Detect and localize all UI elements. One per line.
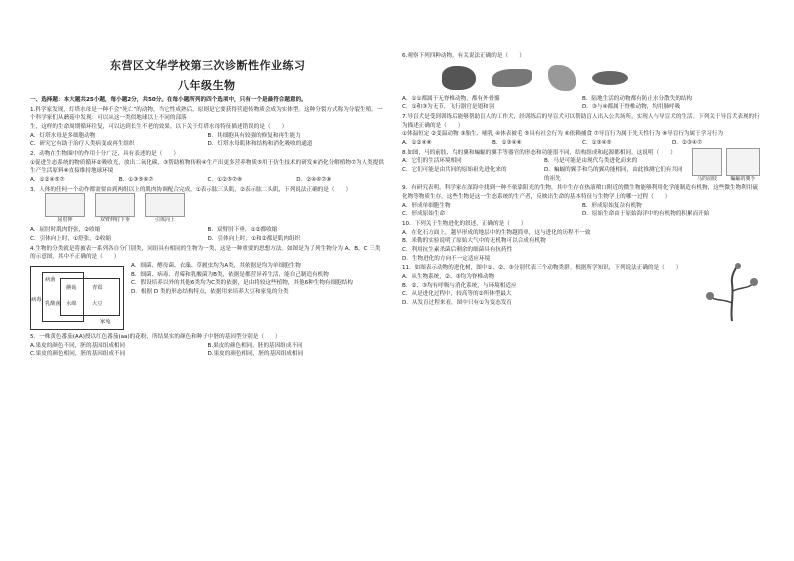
mouse-figure bbox=[442, 66, 476, 90]
question-4-options bbox=[131, 262, 353, 332]
option[interactable]: D．灯塔水母肌体和结构和消化吸收的通道 bbox=[207, 141, 313, 148]
right-column bbox=[402, 52, 762, 323]
question-6-stem: 6.观察下列四种动物，有关说法正确的是（ ） bbox=[402, 53, 525, 59]
option[interactable]: D．生物进化的方向不一定适应环境 bbox=[402, 255, 491, 262]
option[interactable]: C．引体向上时，①舒张，②收缩 bbox=[30, 235, 112, 242]
pullup-figure bbox=[145, 193, 185, 217]
option[interactable]: A．在化石方面上，越早形成的地层中的生物越简单，这与进化的历程不一致 bbox=[402, 229, 591, 236]
question-1-options bbox=[30, 132, 385, 149]
diagram-label: 水绵 bbox=[66, 300, 77, 307]
option[interactable]: B．形成原始复杂有机物 bbox=[582, 202, 642, 209]
option[interactable]: C．假设培养以外的其他6类均为C类的依据，是由将较这些植物，其他6种生物有细胞结构 bbox=[131, 280, 353, 287]
question-3-options bbox=[30, 226, 385, 243]
question-2-options bbox=[30, 176, 385, 185]
option[interactable]: A.果皮的颜色不同，胚的基因组成相同 bbox=[30, 342, 126, 349]
figure-caption: 马的前肢 bbox=[696, 175, 717, 182]
figure-caption: 屈肘伸 bbox=[57, 217, 73, 224]
arm-figure-2 bbox=[95, 193, 135, 217]
classification-diagram bbox=[30, 262, 125, 332]
figure-caption: 蝙蝠的翼手 bbox=[730, 175, 756, 182]
question-7-items: ①体温恒定 ②变温动物 ③胎生、哺乳 ④体表被毛 ⑤具有社会行为 ⑥依赖捕食 ⑦导盲行为属于先天性行为 ⑧导盲行为属于学习行为 bbox=[402, 131, 724, 138]
question-8-stem: 8.如图，马的前肢、鸟的翼和蝙蝠的翼手等器官的形态和功能很不同，结构组成和起源都相同，这说明（ ） bbox=[402, 149, 676, 156]
arm-figure-1 bbox=[45, 193, 85, 217]
diagram-label: 蘑菇 bbox=[66, 284, 77, 291]
question-4-stem: 4.生物的分类就是将被表一系列各自分门别类，同组具有相同的生物为一类，这是一种重要的思想方法。如图是为了列生物分为 A、B、C 三类的示意图，其中不正确的是（ ） bbox=[30, 245, 381, 261]
question-9-options bbox=[402, 202, 762, 219]
question-7-stem: 7.导盲犬是受到训练后能够帮助盲人的工作犬，经训练后的导盲犬可以帮助盲人出入公共场所，实现人与导盲犬的生活。下列关于导盲犬表现的行为描述正确的是（ ） bbox=[402, 113, 760, 129]
question-6-figures bbox=[442, 61, 762, 95]
diagram-label: 病菌 bbox=[45, 276, 56, 283]
question-1-stem: 1.科学家发现，灯塔水母是一种不会“死亡”的动物，当它性成熟后，原则是它要获得营遗传物质会成为实体型。这种分裂方式称为分裂生殖。一个科学家们从蘑菇中发现：可以从这一类似地球以上不同的部落 bbox=[30, 106, 383, 122]
option[interactable]: C．形成原始生命 bbox=[402, 211, 446, 218]
option[interactable]: D．引体向上时，①和②都是肌肉组织 bbox=[207, 235, 301, 242]
evolution-tree-figure bbox=[702, 263, 762, 323]
option[interactable]: A．①②④⑧ bbox=[402, 139, 432, 146]
option[interactable]: D．②③④⑦ bbox=[672, 139, 702, 146]
option[interactable]: C.果皮的颜色相同，胚的基因组成不同 bbox=[30, 351, 126, 358]
question-5-stem: 5．一株黄色番茄(AA)授以红色番茄(aa)的花粉，所结果实的颜色和种子中胚的基因型分别是（ ） bbox=[30, 333, 281, 340]
question-10-stem: 10．下列关于生物进化的叙述，正确的是（ ） bbox=[402, 220, 527, 227]
figure-caption: 双臂伸肘下垂 bbox=[99, 217, 130, 224]
option[interactable]: A．细菌、酵母菌、衣藻、草履虫均为A类，其依据是均为单细胞生物 bbox=[131, 262, 301, 269]
option[interactable]: D．从发育过程来看，图中只有①为变态发育 bbox=[402, 299, 513, 306]
diagram-label: 青霉 bbox=[92, 284, 103, 291]
option[interactable]: B．双臂肘下垂，①②都收缩 bbox=[207, 227, 278, 234]
exam-title: 东营区文华学校第三次诊断性作业练习 bbox=[110, 59, 306, 72]
diagram-label: 乳酸菌 bbox=[45, 300, 61, 307]
diagram-label: 家兔 bbox=[100, 318, 111, 325]
option[interactable]: B．细菌、病毒、青霉和乳酸菌为B类，依据是都营异养生活，能自己制造有机物 bbox=[131, 271, 329, 278]
question-2-items: ①促进生态系统的物质循环②吸收光，放出二氧化碳，③帮助植物传粉④生产出更多营养物质⑤用于仿生技术的研发⑥消化分解植物⑦为人类提供生产生活原料⑧直接维持地球环境 bbox=[30, 159, 384, 175]
option[interactable]: B．陆地生活的动物都有防止水分散失的结构 bbox=[582, 95, 693, 102]
option[interactable]: C．研究它有助于治疗人类病变或再生组织 bbox=[30, 141, 135, 148]
question-8-block bbox=[402, 148, 762, 184]
bird-figure bbox=[548, 65, 576, 91]
question-3-stem: 3．人体的任何一个动作都需要由到两组以上的肌肉协调配合完成。①表示肱三头肌，②表示肱二头肌，下列说法正确的是（ ） bbox=[30, 186, 352, 193]
option[interactable]: C．利用抗生素杀菌后剩余的细菌具有抗药性 bbox=[402, 246, 513, 253]
diagram-label: 大豆 bbox=[92, 300, 103, 307]
question-2-stem: 2．动物在生物圈中的作用十分广泛，具有表述的是（ ） bbox=[30, 150, 179, 157]
grasshopper-figure bbox=[492, 69, 532, 87]
option[interactable]: D．②④⑥⑦⑧ bbox=[296, 176, 332, 183]
exam-subtitle: 八年级生物 bbox=[178, 79, 236, 92]
option[interactable]: D．③与④都属于脊椎动物，均用肺呼吸 bbox=[582, 104, 681, 111]
question-5-options bbox=[30, 342, 385, 359]
option[interactable]: B．②、③均有呼吸与消化系统，与环境相适应 bbox=[402, 282, 517, 289]
question-4-body bbox=[30, 262, 385, 332]
diagram-label: 病毒 bbox=[31, 296, 42, 303]
option[interactable]: B．米勒的实验说明了原始大气中的无机物可以合成有机物 bbox=[402, 238, 546, 245]
option[interactable]: D.果皮的颜色相同，胚的基因组成相同 bbox=[207, 351, 304, 358]
option[interactable]: A．从生物系统，②、③均为脊椎动物 bbox=[402, 273, 495, 280]
option[interactable]: B．其细胞具有较强的修复和再生能力 bbox=[207, 132, 301, 139]
option[interactable]: A．①①都属于无脊椎动物，都有外骨骼 bbox=[402, 95, 500, 102]
option[interactable]: A．灯塔水母是多细胞动物 bbox=[30, 132, 96, 139]
question-9-stem: 9．有研究表明，科学家在深海中找到一种不依靠阳光的生物，其中生存在热液喷口附近的微生物能够利用化学能制造有机物，这些微生物利用硫化物等物质生存，这些生物是这一生态系统的生产者，反映出生命的基本特征与生物学上的哪一过程（ ） bbox=[402, 185, 758, 200]
question-8-options bbox=[402, 157, 686, 183]
option[interactable]: A．它们的生活环境相同 bbox=[402, 158, 462, 165]
option[interactable]: C．①③④⑤ bbox=[582, 139, 612, 146]
shrimp-figure bbox=[592, 71, 628, 85]
option[interactable]: A．屈肘时肌肉舒张，②收缩 bbox=[30, 227, 101, 234]
question-7-options bbox=[402, 139, 762, 148]
option[interactable]: D．蝙蝠的翼手和鸟的翼功能相同，由此推测它们有共同的祖先 bbox=[544, 166, 683, 182]
question-11-stem: 11．如图表示动物的进化树，图中①、②、③分别代表三个动物类群。根据所学知识，下列说法正确的是（ ） bbox=[402, 265, 682, 272]
option[interactable]: C．它们可能是由共同的原始祖先进化来的 bbox=[402, 166, 507, 173]
question-8-figures bbox=[692, 148, 762, 184]
option[interactable]: B．①③④⑧ bbox=[492, 139, 522, 146]
option[interactable]: A．形成单细胞生物 bbox=[402, 202, 451, 209]
option[interactable]: C．从是进化过程中，较高等的②所体型最大 bbox=[402, 291, 512, 298]
question-1-stem-cont: 生，这样的生命周期循环往复，可以达到长生不老的效果。以下关于灯塔水母特征描述错误的是（ ） bbox=[30, 123, 288, 130]
option[interactable]: D．根据 D 类的形态结构特点，依据用来培养大豆和家兔的分类 bbox=[131, 288, 289, 295]
option[interactable]: C．①②⑤⑦⑧ bbox=[207, 176, 243, 183]
left-column bbox=[30, 96, 385, 359]
section-heading: 一、选择题：本大题共25小题，每小题2分，共50分。在每小题所列的四个选项中，只有一个是最符合题意的。 bbox=[30, 97, 307, 103]
bat-wing-figure bbox=[726, 148, 760, 176]
question-6-options bbox=[402, 95, 762, 112]
option[interactable]: B．马是可能是由现代鸟类进化而来的 bbox=[544, 158, 638, 165]
question-11-block bbox=[402, 263, 762, 323]
option[interactable]: B.果皮的颜色相同，胚的基因组成不同 bbox=[207, 342, 303, 349]
option[interactable]: C．①和③为无节，飞行器官是翅和羽 bbox=[402, 104, 495, 111]
question-3-figures bbox=[45, 195, 385, 225]
option[interactable]: B．①③⑤⑥⑦ bbox=[118, 176, 154, 183]
horse-leg-figure bbox=[692, 148, 722, 176]
option[interactable]: D．原始生命由于原始海洋中的有机物的积累而开始 bbox=[582, 211, 710, 218]
figure-caption: 引体向上 bbox=[154, 217, 175, 224]
option[interactable]: A．①②④⑤⑦ bbox=[30, 176, 65, 183]
